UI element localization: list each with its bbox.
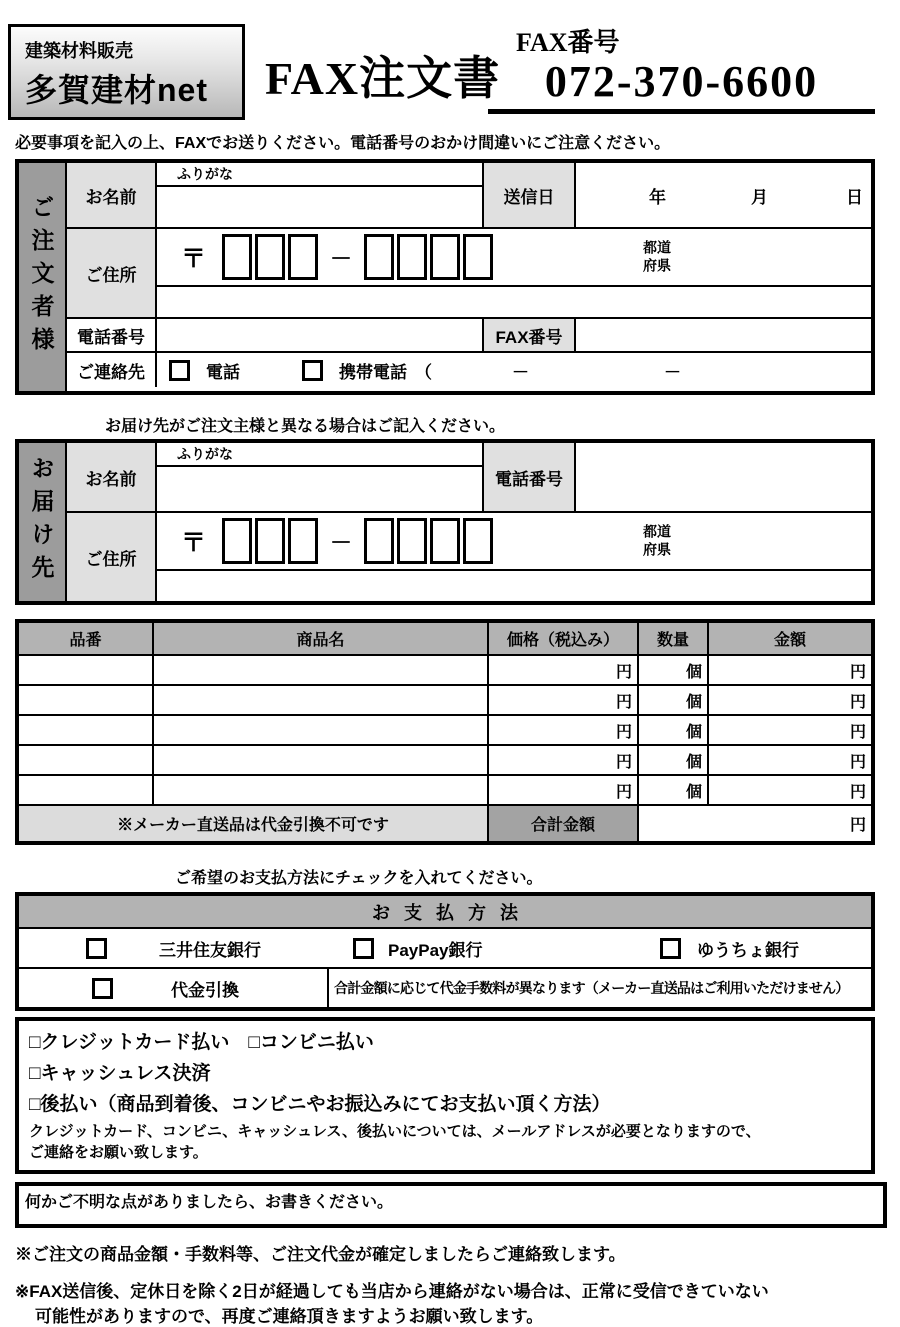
- orderer-contact-label: ご連絡先: [67, 353, 157, 387]
- contact-paren: （: [415, 362, 432, 382]
- delivery-address-input[interactable]: [157, 571, 871, 601]
- bank-paypay-label: PayPay銀行: [388, 940, 483, 960]
- payment-table: [15, 892, 875, 1011]
- unit-yen: 円: [849, 693, 866, 711]
- postal-box[interactable]: [222, 234, 252, 280]
- price-input[interactable]: [489, 656, 639, 684]
- other-payment-note: クレジットカード、コンビニ、キャッシュレス、後払いについては、メールアドレスが必要となりますので、 ご連絡をお願い致します。: [29, 1124, 761, 1161]
- inquiry-label: 何かご不明な点がありましたら、お書きください。: [25, 1194, 394, 1211]
- checkbox-bank-paypay[interactable]: [353, 938, 374, 959]
- amount-input[interactable]: [709, 746, 871, 774]
- amount-input[interactable]: [709, 686, 871, 714]
- orderer-name-label: お名前: [67, 163, 157, 227]
- logo-tagline: 建築材料販売: [25, 41, 133, 61]
- orderer-section-strip: [19, 163, 67, 391]
- quantity-input[interactable]: [639, 716, 709, 744]
- delivery-address-area: [157, 513, 871, 601]
- orderer-table: [15, 159, 875, 395]
- checkbox-bank-smbc[interactable]: [86, 938, 107, 959]
- contact-dash: －: [512, 362, 529, 382]
- cod-option: [19, 969, 329, 1007]
- orderer-contact-options: [157, 353, 871, 387]
- day-label: 日: [846, 187, 863, 207]
- unit-ko: 個: [685, 693, 702, 711]
- option-credit-convenience[interactable]: □クレジットカード払い □コンビニ払い: [29, 1032, 374, 1053]
- quantity-input[interactable]: [639, 776, 709, 804]
- price-input[interactable]: [489, 686, 639, 714]
- send-date-input[interactable]: [576, 163, 871, 227]
- inquiry-box[interactable]: [15, 1182, 887, 1228]
- delivery-table: [15, 439, 875, 605]
- col-price: 価格（税込み）: [489, 623, 639, 654]
- postal-box[interactable]: [463, 518, 493, 564]
- postal-box[interactable]: [255, 518, 285, 564]
- postal-dash: －: [330, 245, 353, 271]
- price-input[interactable]: [489, 776, 639, 804]
- amount-input[interactable]: [709, 776, 871, 804]
- checkbox-contact-mobile[interactable]: [302, 360, 323, 381]
- bank-option-smbc: [19, 929, 329, 967]
- page-title: FAX注文書: [265, 53, 501, 104]
- postal-box[interactable]: [222, 518, 252, 564]
- postal-box[interactable]: [430, 518, 460, 564]
- postal-box[interactable]: [288, 518, 318, 564]
- orderer-section-label: ご注文者様: [28, 194, 55, 360]
- products-footer-row: [19, 806, 871, 841]
- postal-box[interactable]: [463, 234, 493, 280]
- orderer-postal-row: [157, 229, 871, 287]
- orderer-address-label: ご住所: [67, 229, 157, 317]
- delivery-note: お届け先がご注文主様と異なる場合はご記入ください。: [105, 418, 506, 435]
- orderer-furigana-label: ふりがな: [157, 163, 482, 187]
- orderer-phone-label: 電話番号: [67, 319, 157, 351]
- checkbox-contact-phone[interactable]: [169, 360, 190, 381]
- item-no-input[interactable]: [19, 746, 154, 774]
- contact-phone-label: 電話: [206, 362, 240, 382]
- bank-options-row: [19, 929, 871, 969]
- orderer-contact-row: [67, 353, 871, 387]
- orderer-address-input[interactable]: [157, 287, 871, 317]
- postal-box[interactable]: [364, 234, 394, 280]
- unit-ko: 個: [685, 723, 702, 741]
- price-input[interactable]: [489, 716, 639, 744]
- postal-box[interactable]: [255, 234, 285, 280]
- unit-ko: 個: [685, 783, 702, 801]
- product-name-input[interactable]: [154, 686, 489, 714]
- payment-header: お支払方法: [19, 896, 871, 929]
- unit-yen: 円: [615, 693, 632, 711]
- bank-option-yucho: [629, 929, 871, 967]
- send-date-label: 送信日: [484, 163, 576, 227]
- footnote-fax-line2: 可能性がありますので、再度ご連絡頂きますようお願い致します。: [35, 1307, 544, 1326]
- products-table: [15, 619, 875, 845]
- postal-box[interactable]: [430, 234, 460, 280]
- delivery-postal-boxes-3: [222, 518, 318, 564]
- orderer-fax-label: FAX番号: [484, 319, 576, 351]
- postal-dash: －: [330, 529, 353, 555]
- orderer-address-row: [67, 229, 871, 319]
- contact-mobile-label: 携帯電話: [339, 362, 407, 382]
- quantity-input[interactable]: [639, 656, 709, 684]
- orderer-prefecture-label: 都道 府県: [643, 239, 671, 273]
- unit-yen: 円: [615, 663, 632, 681]
- logo-company-name: 多賀建材net: [25, 72, 209, 108]
- orderer-name-row: [67, 163, 871, 229]
- amount-input[interactable]: [709, 716, 871, 744]
- delivery-phone-input[interactable]: [576, 443, 871, 511]
- col-item-no: 品番: [19, 623, 154, 654]
- postal-box[interactable]: [288, 234, 318, 280]
- product-name-input[interactable]: [154, 776, 489, 804]
- direct-shipping-note: ※メーカー直送品は代金引換不可です: [19, 806, 489, 841]
- payment-note: ご希望のお支払方法にチェックを入れてください。: [175, 870, 543, 887]
- year-label: 年: [649, 187, 666, 207]
- product-row: [19, 746, 871, 776]
- bank-option-paypay: [329, 929, 629, 967]
- delivery-name-row: [67, 443, 871, 513]
- product-row: [19, 776, 871, 806]
- item-no-input[interactable]: [19, 776, 154, 804]
- fax-number-label: FAX番号: [516, 28, 620, 57]
- product-name-input[interactable]: [154, 746, 489, 774]
- bank-smbc-label: 三井住友銀行: [159, 940, 261, 960]
- unit-yen: 円: [849, 817, 866, 834]
- item-no-input[interactable]: [19, 716, 154, 744]
- orderer-fax-input[interactable]: [576, 319, 871, 351]
- col-quantity: 数量: [639, 623, 709, 654]
- product-name-input[interactable]: [154, 716, 489, 744]
- contact-dash: －: [664, 362, 681, 382]
- unit-yen: 円: [849, 723, 866, 741]
- price-input[interactable]: [489, 746, 639, 774]
- unit-yen: 円: [849, 753, 866, 771]
- unit-yen: 円: [849, 783, 866, 801]
- delivery-name-label: お名前: [67, 443, 157, 511]
- cod-row: [19, 969, 871, 1007]
- unit-yen: 円: [615, 783, 632, 801]
- delivery-name-input[interactable]: [157, 467, 482, 511]
- form-instruction: 必要事項を記入の上、FAXでお送りください。電話番号のおかけ間違いにご注意ください。: [15, 135, 671, 152]
- cod-label: 代金引換: [171, 980, 239, 1000]
- delivery-address-row: [67, 513, 871, 601]
- checkbox-bank-yucho[interactable]: [660, 938, 681, 959]
- delivery-prefecture-label: 都道 府県: [643, 523, 671, 557]
- unit-yen: 円: [615, 723, 632, 741]
- delivery-furigana-label: ふりがな: [157, 443, 482, 467]
- postal-box[interactable]: [397, 234, 427, 280]
- product-row: [19, 716, 871, 746]
- delivery-phone-label: 電話番号: [484, 443, 576, 511]
- quantity-input[interactable]: [639, 746, 709, 774]
- fax-number-value: 072-370-6600: [488, 59, 875, 114]
- orderer-name-area: [157, 163, 484, 227]
- product-row: [19, 656, 871, 686]
- orderer-address-area: [157, 229, 871, 317]
- unit-yen: 円: [849, 663, 866, 681]
- option-cashless[interactable]: □キャッシュレス決済: [29, 1063, 211, 1084]
- page-header: [0, 0, 900, 128]
- company-logo: [8, 24, 245, 120]
- orderer-phone-row: [67, 319, 871, 353]
- other-payment-box: [15, 1017, 875, 1174]
- postal-box[interactable]: [364, 518, 394, 564]
- cod-fee-note: 合計金額に応じて代金手数料が異なります（メーカー直送品はご利用いただけません）: [334, 980, 849, 996]
- checkbox-cod[interactable]: [92, 978, 113, 999]
- delivery-name-area: [157, 443, 484, 511]
- fax-number-block: [488, 22, 875, 114]
- footnote-fax-line1: ※FAX送信後、定休日を除く2日が経過しても当店から連絡がない場合は、正常に受信できていない: [15, 1282, 769, 1301]
- product-row: [19, 686, 871, 716]
- orderer-name-input[interactable]: [157, 187, 482, 227]
- delivery-postal-boxes-4: [364, 518, 493, 564]
- postal-box[interactable]: [397, 518, 427, 564]
- col-product-name: 商品名: [154, 623, 489, 654]
- orderer-postal-boxes-3: [222, 234, 318, 280]
- delivery-postal-row: [157, 513, 871, 571]
- col-amount: 金額: [773, 632, 806, 649]
- delivery-section-label: お届け先: [28, 456, 55, 588]
- delivery-address-label: ご住所: [67, 513, 157, 601]
- quantity-input[interactable]: [639, 686, 709, 714]
- product-name-input[interactable]: [154, 656, 489, 684]
- postal-mark-icon: 〒: [181, 245, 207, 273]
- total-amount-label: 合計金額: [489, 806, 639, 841]
- orderer-phone-input[interactable]: [157, 319, 484, 351]
- unit-ko: 個: [685, 663, 702, 681]
- footnotes: [15, 1240, 900, 1327]
- orderer-postal-boxes-4: [364, 234, 493, 280]
- postal-mark-icon: 〒: [181, 529, 207, 557]
- amount-input[interactable]: [709, 656, 871, 684]
- total-amount-input[interactable]: [639, 806, 871, 841]
- month-label: 月: [751, 187, 768, 207]
- products-header-row: [19, 623, 871, 656]
- footnote-pricing: ※ご注文の商品金額・手数料等、ご注文代金が確定しましたらご連絡致します。: [15, 1245, 626, 1264]
- option-deferred[interactable]: □後払い（商品到着後、コンビニやお振込みにてお支払い頂く方法）: [29, 1094, 611, 1115]
- unit-ko: 個: [685, 753, 702, 771]
- item-no-input[interactable]: [19, 686, 154, 714]
- bank-yucho-label: ゆうちょ銀行: [697, 940, 799, 960]
- item-no-input[interactable]: [19, 656, 154, 684]
- delivery-section-strip: [19, 443, 67, 601]
- unit-yen: 円: [615, 753, 632, 771]
